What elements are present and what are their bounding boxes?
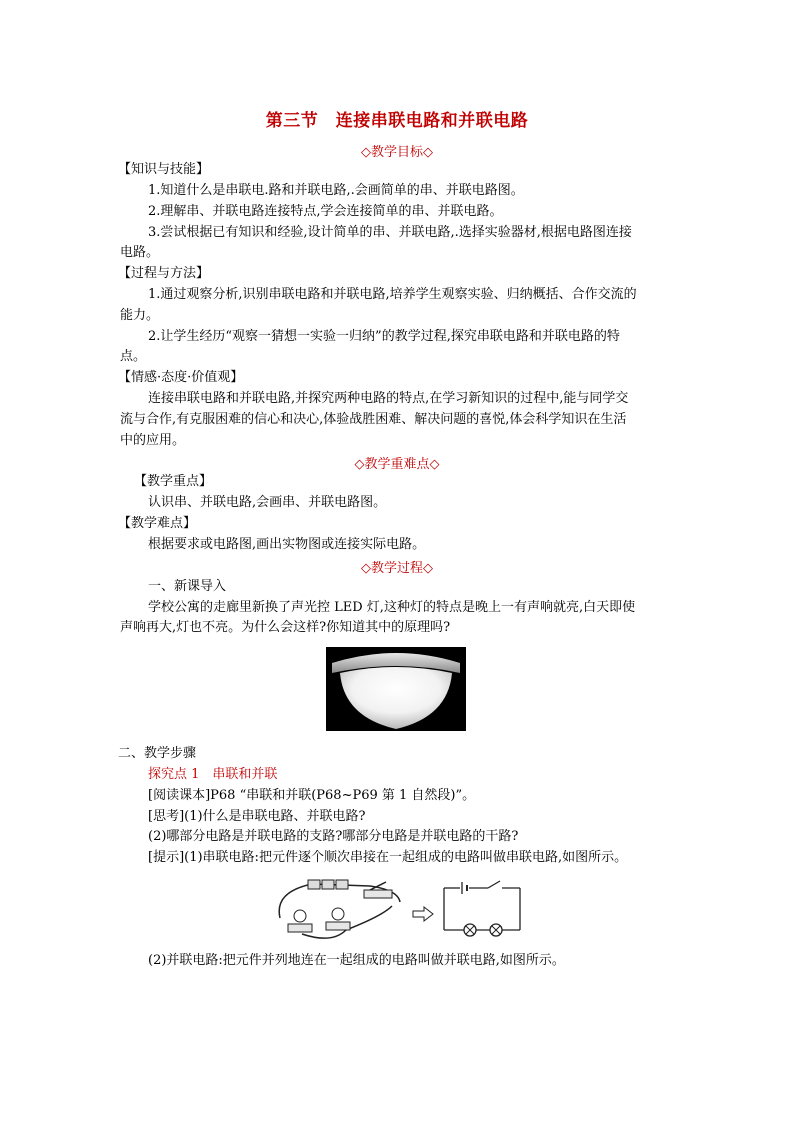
led-lamp-image bbox=[326, 647, 466, 731]
method-header: 【过程与方法】 bbox=[118, 266, 210, 281]
think-question-2: (2)哪部分电路是并联电路的支路?哪部分电路是并联电路的干路? bbox=[148, 829, 519, 844]
section-key-points: ◇教学重难点◇ bbox=[354, 457, 440, 472]
explore-point-1: 探究点 1 串联和并联 bbox=[148, 767, 278, 782]
knowledge-item-1: 1.知道什么是串联电.路和并联电路,.会画简单的串、并联电路图。 bbox=[148, 183, 524, 198]
think-question-1: [思考](1)什么是串联电路、并联电路? bbox=[148, 809, 366, 824]
key-text: 认识串、并联电路,会画串、并联电路图。 bbox=[148, 495, 387, 510]
series-circuit-diagram bbox=[440, 876, 524, 942]
emotion-line-1: 连接串联电路和并联电路,并探究两种电路的特点,在学习新知识的过程中,能与同学交 bbox=[148, 391, 629, 406]
emotion-line-3: 中的应用。 bbox=[120, 433, 186, 448]
knowledge-item-3-cont: 电路。 bbox=[120, 245, 160, 260]
emotion-line-2: 流与合作,有克服困难的信心和决心,体验战胜困难、解决问题的喜悦,体会科学知识在生活 bbox=[120, 412, 627, 427]
reading-instruction: [阅读课本]P68 “串联和并联(P68~P69 第 1 自然段)”。 bbox=[148, 788, 476, 803]
key-header: 【教学重点】 bbox=[134, 474, 213, 489]
intro-header: 一、新课导入 bbox=[148, 579, 227, 594]
method-item-1-cont: 能力。 bbox=[120, 308, 160, 323]
hint-series: [提示](1)串联电路:把元件逐个顺次串接在一起组成的电路叫做串联电路,如图所示。 bbox=[148, 850, 628, 865]
method-item-2-cont: 点。 bbox=[120, 349, 147, 364]
page-title: 第三节 连接串联电路和并联电路 bbox=[265, 111, 529, 131]
difficulty-header: 【教学难点】 bbox=[118, 516, 197, 531]
knowledge-item-2: 2.理解串、并联电路连接特点,学会连接简单的串、并联电路。 bbox=[148, 204, 503, 219]
knowledge-header: 【知识与技能】 bbox=[118, 162, 210, 177]
steps-header: 二、教学步骤 bbox=[118, 746, 197, 761]
intro-line-1: 学校公寓的走廊里新换了声光控 LED 灯,这种灯的特点是晚上一有声响就亮,白天即使 bbox=[148, 600, 636, 615]
intro-line-2: 声响再大,灯也不亮。为什么会这样?你知道其中的原理吗? bbox=[120, 620, 451, 635]
emotion-header: 【情感·态度·价值观】 bbox=[118, 370, 244, 385]
section-goals: ◇教学目标◇ bbox=[361, 145, 433, 160]
series-circuit-photo bbox=[272, 872, 406, 944]
arrow-icon bbox=[412, 906, 434, 922]
section-process: ◇教学过程◇ bbox=[361, 561, 433, 576]
difficulty-text: 根据要求或电路图,画出实物图或连接实际电路。 bbox=[148, 537, 426, 552]
method-item-1: 1.通过观察分析,识别串联电路和并联电路,培养学生观察实验、归纳概括、合作交流的 bbox=[148, 287, 637, 302]
method-item-2: 2.让学生经历“观察一猜想一实验一归纳”的教学过程,探究串联电路和并联电路的特 bbox=[148, 329, 620, 344]
knowledge-item-3: 3.尝试根据已有知识和经验,设计简单的串、并联电路,.选择实验器材,根据电路图连接 bbox=[148, 225, 632, 240]
hint-parallel: (2)并联电路:把元件并列地连在一起组成的电路叫做并联电路,如图所示。 bbox=[148, 953, 565, 968]
